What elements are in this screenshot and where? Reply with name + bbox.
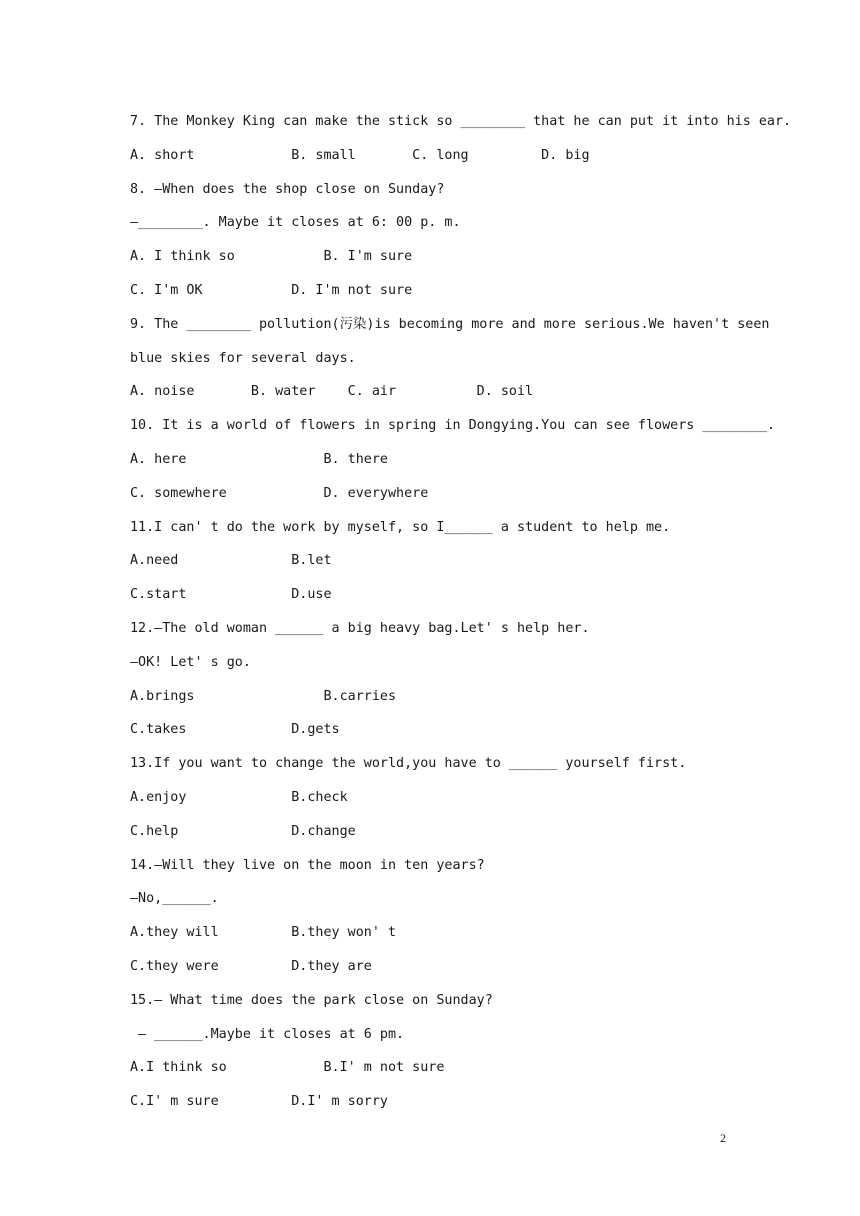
text-line: A.I think so B.I' m not sure — [130, 1060, 445, 1075]
text-line: C.they were D.they are — [130, 959, 372, 974]
text-line: 9. The ________ pollution(污染)is becoming more and more serious.We haven't seen — [130, 317, 770, 332]
text-line: A. noise B. water C. air D. soil — [130, 384, 534, 399]
text-line: A. short B. small C. long D. big — [130, 148, 590, 163]
text-line: A.brings B.carries — [130, 689, 397, 704]
page-number: 2 — [720, 1131, 726, 1145]
text-line: C.I' m sure D.I' m sorry — [130, 1094, 388, 1109]
text-line: —OK! Let' s go. — [130, 655, 251, 670]
text-line: C.takes D.gets — [130, 722, 340, 737]
text-line: A.they will B.they won' t — [130, 925, 397, 940]
text-line: 7. The Monkey King can make the stick so ________ that he can put it into his ear. — [130, 114, 792, 129]
text-line: —________. Maybe it closes at 6: 00 p. m. — [130, 215, 461, 230]
text-line: C. somewhere D. everywhere — [130, 486, 429, 501]
text-line: C.help D.change — [130, 824, 356, 839]
text-line: 14.—Will they live on the moon in ten years? — [130, 858, 485, 873]
text-line: C. I'm OK D. I'm not sure — [130, 283, 413, 298]
text-line: 8. —When does the shop close on Sunday? — [130, 182, 445, 197]
text-line: blue skies for several days. — [130, 351, 356, 366]
text-line: A. here B. there — [130, 452, 388, 467]
text-line: A. I think so B. I'm sure — [130, 249, 413, 264]
text-line: 12.—The old woman ______ a big heavy bag.Let' s help her. — [130, 621, 590, 636]
text-line: 13.If you want to change the world,you have to ______ yourself first. — [130, 756, 687, 771]
text-line: — ______.Maybe it closes at 6 pm. — [130, 1027, 405, 1042]
text-line: 15.— What time does the park close on Sunday? — [130, 993, 493, 1008]
text-line: A.enjoy B.check — [130, 790, 348, 805]
text-line: 11.I can' t do the work by myself, so I______ a student to help me. — [130, 520, 671, 535]
text-line: A.need B.let — [130, 553, 332, 568]
text-line: C.start D.use — [130, 587, 332, 602]
text-line: 10. It is a world of flowers in spring in Dongying.You can see flowers ________. — [130, 418, 775, 433]
text-line: —No,______. — [130, 891, 219, 906]
